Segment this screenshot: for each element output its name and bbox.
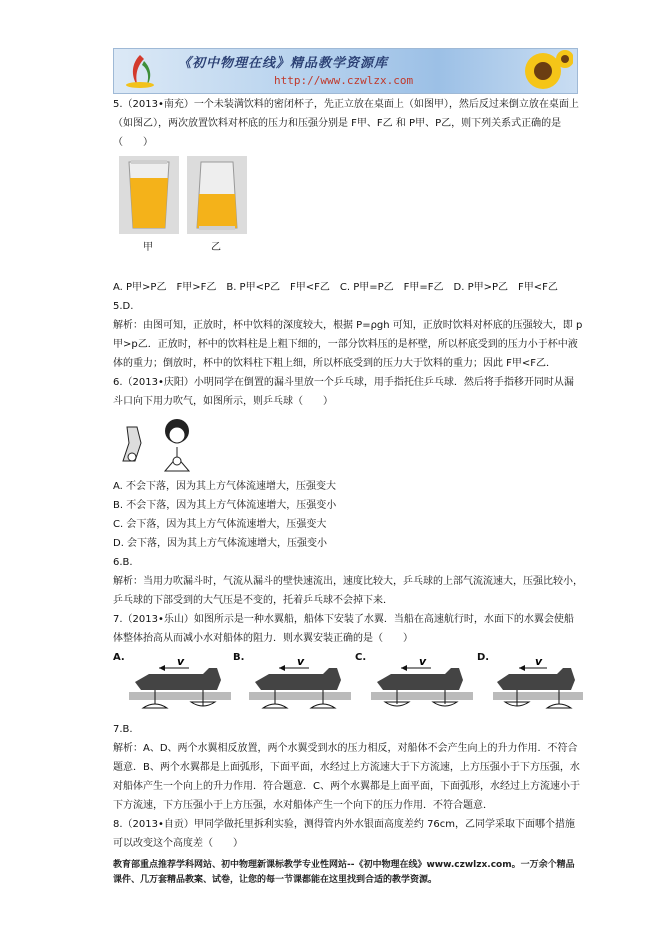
page-content: [113, 95, 583, 853]
velocity-label-c: v: [419, 655, 427, 668]
label-yi: 乙: [211, 242, 221, 253]
page-footer: 教育部重点推荐学科网站、初中物理新课标教学专业性网站--《初中物理在线》www.czwlzx.com。一万余个精品课件、几万套精品教案、试卷，让您的每一节课都能在这里找到合适的教学资源。: [113, 860, 575, 885]
hydrofoil-a-illustration: [129, 654, 231, 716]
hydrofoil-d-illustration: [493, 654, 583, 716]
q5-answer: 5.D.: [113, 301, 134, 312]
label-jia: 甲: [143, 242, 153, 253]
q7-option-c-letter: C.: [355, 652, 367, 663]
q7-answer: 7.B.: [113, 724, 133, 735]
hydrofoil-c-illustration: [371, 654, 473, 716]
q5-options: A. P甲>P乙 F甲>F乙 B. P甲<P乙 F甲<F乙 C. P甲=P乙 F甲=F乙 D. P甲>P乙 F甲<F乙: [113, 282, 558, 293]
q7-option-d-letter: D.: [477, 652, 490, 663]
q6-figure: [113, 411, 583, 477]
q6-analysis: 解析：当用力吹漏斗时，气流从漏斗的壁快速流出，速度比较大，乒乓球的上部气流流速大，压强比较小，乒乓球的下部受到的大气压是不变的，托着乒乓球不会掉下来．: [113, 576, 583, 606]
q6-option-d: D. 会下落，因为其上方气体流速增大，压强变小: [113, 538, 328, 549]
q6-option-a: A. 不会下落，因为其上方气体流速增大，压强变大: [113, 481, 337, 492]
q8-stem: 8.（2013•自贡）甲同学做托里拆利实验，测得管内外水银面高度差约 76cm，乙同学采取下面哪个措施可以改变这个高度差（ ）: [113, 819, 576, 849]
velocity-label-d: v: [535, 655, 543, 668]
banner-url[interactable]: http://www.czwlzx.com: [274, 74, 414, 87]
funnel-blowing-illustration: [115, 417, 215, 475]
header-banner: [113, 48, 578, 94]
q5-analysis: 解析：由图可知，正放时，杯中饮料的深度较大，根据 P=ρgh 可知，正放时饮料对杯底的压强较大，即 p甲>p乙．正放时，杯中的饮料柱是上粗下细的，一部分饮料压的是杯壁，所以杯底受到的压力小于杯中液体的重力；倒放时，杯中的饮料柱下粗上细，所以杯底受到的压力大于饮料的重力；因此 F甲<F乙．: [113, 320, 583, 369]
q5-stem: 5.（2013•南充）一个未装满饮料的密闭杯子，先正立放在桌面上（如图甲），然后反过来倒立放在桌面上（如图乙），两次放置饮料对杯底的压力和压强分别是 F甲、F乙 和 P甲、P乙，则下列关系式正确的是（ ）: [113, 99, 579, 148]
q6-option-b: B. 不会下落，因为其上方气体流速增大，压强变小: [113, 500, 337, 511]
velocity-label-a: v: [177, 655, 185, 668]
site-logo-icon: [122, 53, 158, 89]
cup-inverted-photo: [187, 156, 247, 234]
sunflower-icon: [503, 49, 573, 93]
q6-stem: 6.（2013•庆阳）小明同学在倒置的漏斗里放一个乒乓球，用手指托住乒乓球．然后将手指移开同时从漏斗口向下用力吹气，如图所示，则乒乓球（ ）: [113, 377, 574, 407]
velocity-label-b: v: [297, 655, 305, 668]
hydrofoil-b-illustration: [249, 654, 351, 716]
q7-option-b-letter: B.: [233, 652, 245, 663]
q6-answer: 6.B.: [113, 557, 133, 568]
cup-upright-photo: [119, 156, 179, 234]
q7-option-a-letter: A.: [113, 652, 125, 663]
q5-figure: [113, 152, 583, 278]
q7-analysis: 解析：A、D、两个水翼相反放置，两个水翼受到水的压力相反，对船体不会产生向上的升力作用．不符合题意．B、两个水翼都是上面弧形，下面平面，水经过上方流速大于下方流速，上方压强小于下方压强，水对船体产生一个向上的升力作用．符合题意．C、两个水翼都是上面平面，下面弧形，水经过上方流速小于下方流速，下方压强小于上方压强，水对船体产生一个向下的压力作用．不符合题意．: [113, 743, 580, 811]
q7-figure: [113, 648, 583, 720]
q6-option-c: C. 会下落，因为其上方气体流速增大，压强变大: [113, 519, 327, 530]
q7-stem: 7.（2013•乐山）如图所示是一种水翼船，船体下安装了水翼．当船在高速航行时，水面下的水翼会使船体整体抬高从而减小水对船体的阻力．则水翼安装正确的是（ ）: [113, 614, 574, 644]
banner-title: 《初中物理在线》精品教学资源库: [178, 56, 389, 71]
